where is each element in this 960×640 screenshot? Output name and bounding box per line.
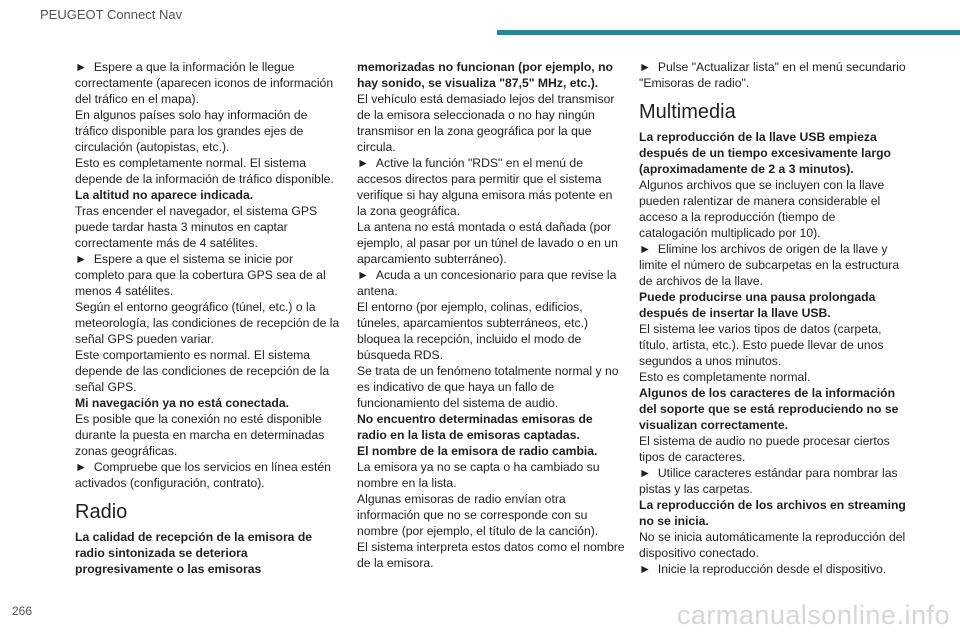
paragraph: Esto es completamente normal. El sistema depende de la información de tráfico disponible. <box>75 156 334 186</box>
bullet-instruction: ► Espere a que el sistema se inicie por completo para que la cobertura GPS sea de al menos 4 satélites. <box>75 251 343 299</box>
watermark: carmanualsonline.info <box>676 600 950 630</box>
paragraph: El sistema lee varios tipos de datos (carpeta, título, artista, etc.). Esto puede llevar de unos segundos a unos minutos. <box>639 322 884 368</box>
page-number: 266 <box>12 604 33 618</box>
bullet-instruction: ► Utilice caracteres estándar para nombrar las pistas y las carpetas. <box>639 465 907 497</box>
bold-question: Algunos de los caracteres de la información del soporte que se está reproduciendo no se visualizan correctamente. <box>639 386 899 432</box>
text-column-2 <box>357 59 625 571</box>
bold-question: La altitud no aparece indicada. <box>75 188 254 202</box>
text-column-1 <box>75 59 343 577</box>
bold-question: memorizadas no funcionan (por ejemplo, no hay sonido, se visualiza "87,5" MHz, etc.). <box>357 60 613 90</box>
paragraph: Esto es completamente normal. <box>639 370 811 384</box>
text-column-3 <box>639 59 907 577</box>
paragraph: La emisora ya no se capta o ha cambiado su nombre en la lista. <box>357 460 600 490</box>
paragraph: El entorno (por ejemplo, colinas, edificios, túneles, aparcamientos subterráneos, etc.) bloquea la recepción, incluido el modo de búsqueda RDS. <box>357 300 589 362</box>
paragraph: No se inicia automáticamente la reproducción del dispositivo conectado. <box>639 530 906 560</box>
bold-question: La reproducción de la llave USB empieza después de un tiempo excesivamente largo (aproximadamente de 2 a 3 minutos). <box>639 130 891 176</box>
bullet-instruction: ► Pulse "Actualizar lista" en el menú secundario "Emisoras de radio". <box>639 59 907 91</box>
bullet-instruction: ► Acuda a un concesionario para que revise la antena. <box>357 267 625 299</box>
bold-question: Mi navegación ya no está conectada. <box>75 396 290 410</box>
paragraph: Según el entorno geográfico (túnel, etc.) o la meteorología, las condiciones de recepción de la señal GPS pueden variar. <box>75 300 340 346</box>
running-header: PEUGEOT Connect Nav <box>40 7 183 22</box>
bullet-instruction: ► Active la función "RDS" en el menú de accesos directos para permitir que el sistema verifique si hay alguna emisora más potente en la zona geográfica. <box>357 155 625 219</box>
section-heading: Radio <box>75 501 128 523</box>
paragraph: Tras encender el navegador, el sistema GPS puede tardar hasta 3 minutos en captar correctamente más de 4 satélites. <box>75 204 318 250</box>
section-heading: Multimedia <box>639 101 736 123</box>
bold-question: Puede producirse una pausa prolongada después de insertar la llave USB. <box>639 290 876 320</box>
paragraph: El vehículo está demasiado lejos del transmisor de la emisora seleccionada o no hay ningún transmisor en la zona geográfica por la que circula. <box>357 92 615 154</box>
paragraph: La antena no está montada o está dañada (por ejemplo, al pasar por un túnel de lavado o en un aparcamiento subterráneo). <box>357 220 618 266</box>
paragraph: Se trata de un fenómeno totalmente normal y no es indicativo de que haya un fallo de funcionamiento del sistema de audio. <box>357 364 619 410</box>
paragraph: El sistema de audio no puede procesar ciertos tipos de caracteres. <box>639 434 890 464</box>
bullet-instruction: ► Inicie la reproducción desde el dispositivo. <box>639 561 907 577</box>
bold-question: La reproducción de los archivos en streaming no se inicia. <box>639 498 906 528</box>
header-accent-bar <box>497 30 960 35</box>
paragraph: En algunos países solo hay información de tráfico disponible para los grandes ejes de circulación (autopistas, etc.). <box>75 108 308 154</box>
bullet-instruction: ► Compruebe que los servicios en línea estén activados (configuración, contrato). <box>75 459 343 491</box>
bullet-instruction: ► Elimine los archivos de origen de la llave y limite el número de subcarpetas en la estructura de archivos de la llave. <box>639 241 907 289</box>
paragraph: Es posible que la conexión no esté disponible durante la puesta en marcha en determinadas zonas geográficas. <box>75 412 325 458</box>
bullet-instruction: ► Espere a que la información le llegue correctamente (aparecen iconos de información del tráfico en el mapa). <box>75 59 343 107</box>
bold-question: La calidad de recepción de la emisora de radio sintonizada se deteriora progresivamente o las emisoras <box>75 530 313 576</box>
paragraph: Este comportamiento es normal. El sistema depende de las condiciones de recepción de la señal GPS. <box>75 348 330 394</box>
paragraph: El sistema interpreta estos datos como el nombre de la emisora. <box>357 540 625 570</box>
bold-question: No encuentro determinadas emisoras de radio en la lista de emisoras captadas. <box>357 412 593 442</box>
bold-question: El nombre de la emisora de radio cambia. <box>357 444 598 458</box>
paragraph: Algunos archivos que se incluyen con la llave pueden ralentizar de manera considerable el acceso a la reproducción (tiempo de catalogación multiplicado por 10). <box>639 178 885 240</box>
paragraph: Algunas emisoras de radio envían otra información que no se corresponde con su nombre (por ejemplo, el título de la canción). <box>357 492 599 538</box>
